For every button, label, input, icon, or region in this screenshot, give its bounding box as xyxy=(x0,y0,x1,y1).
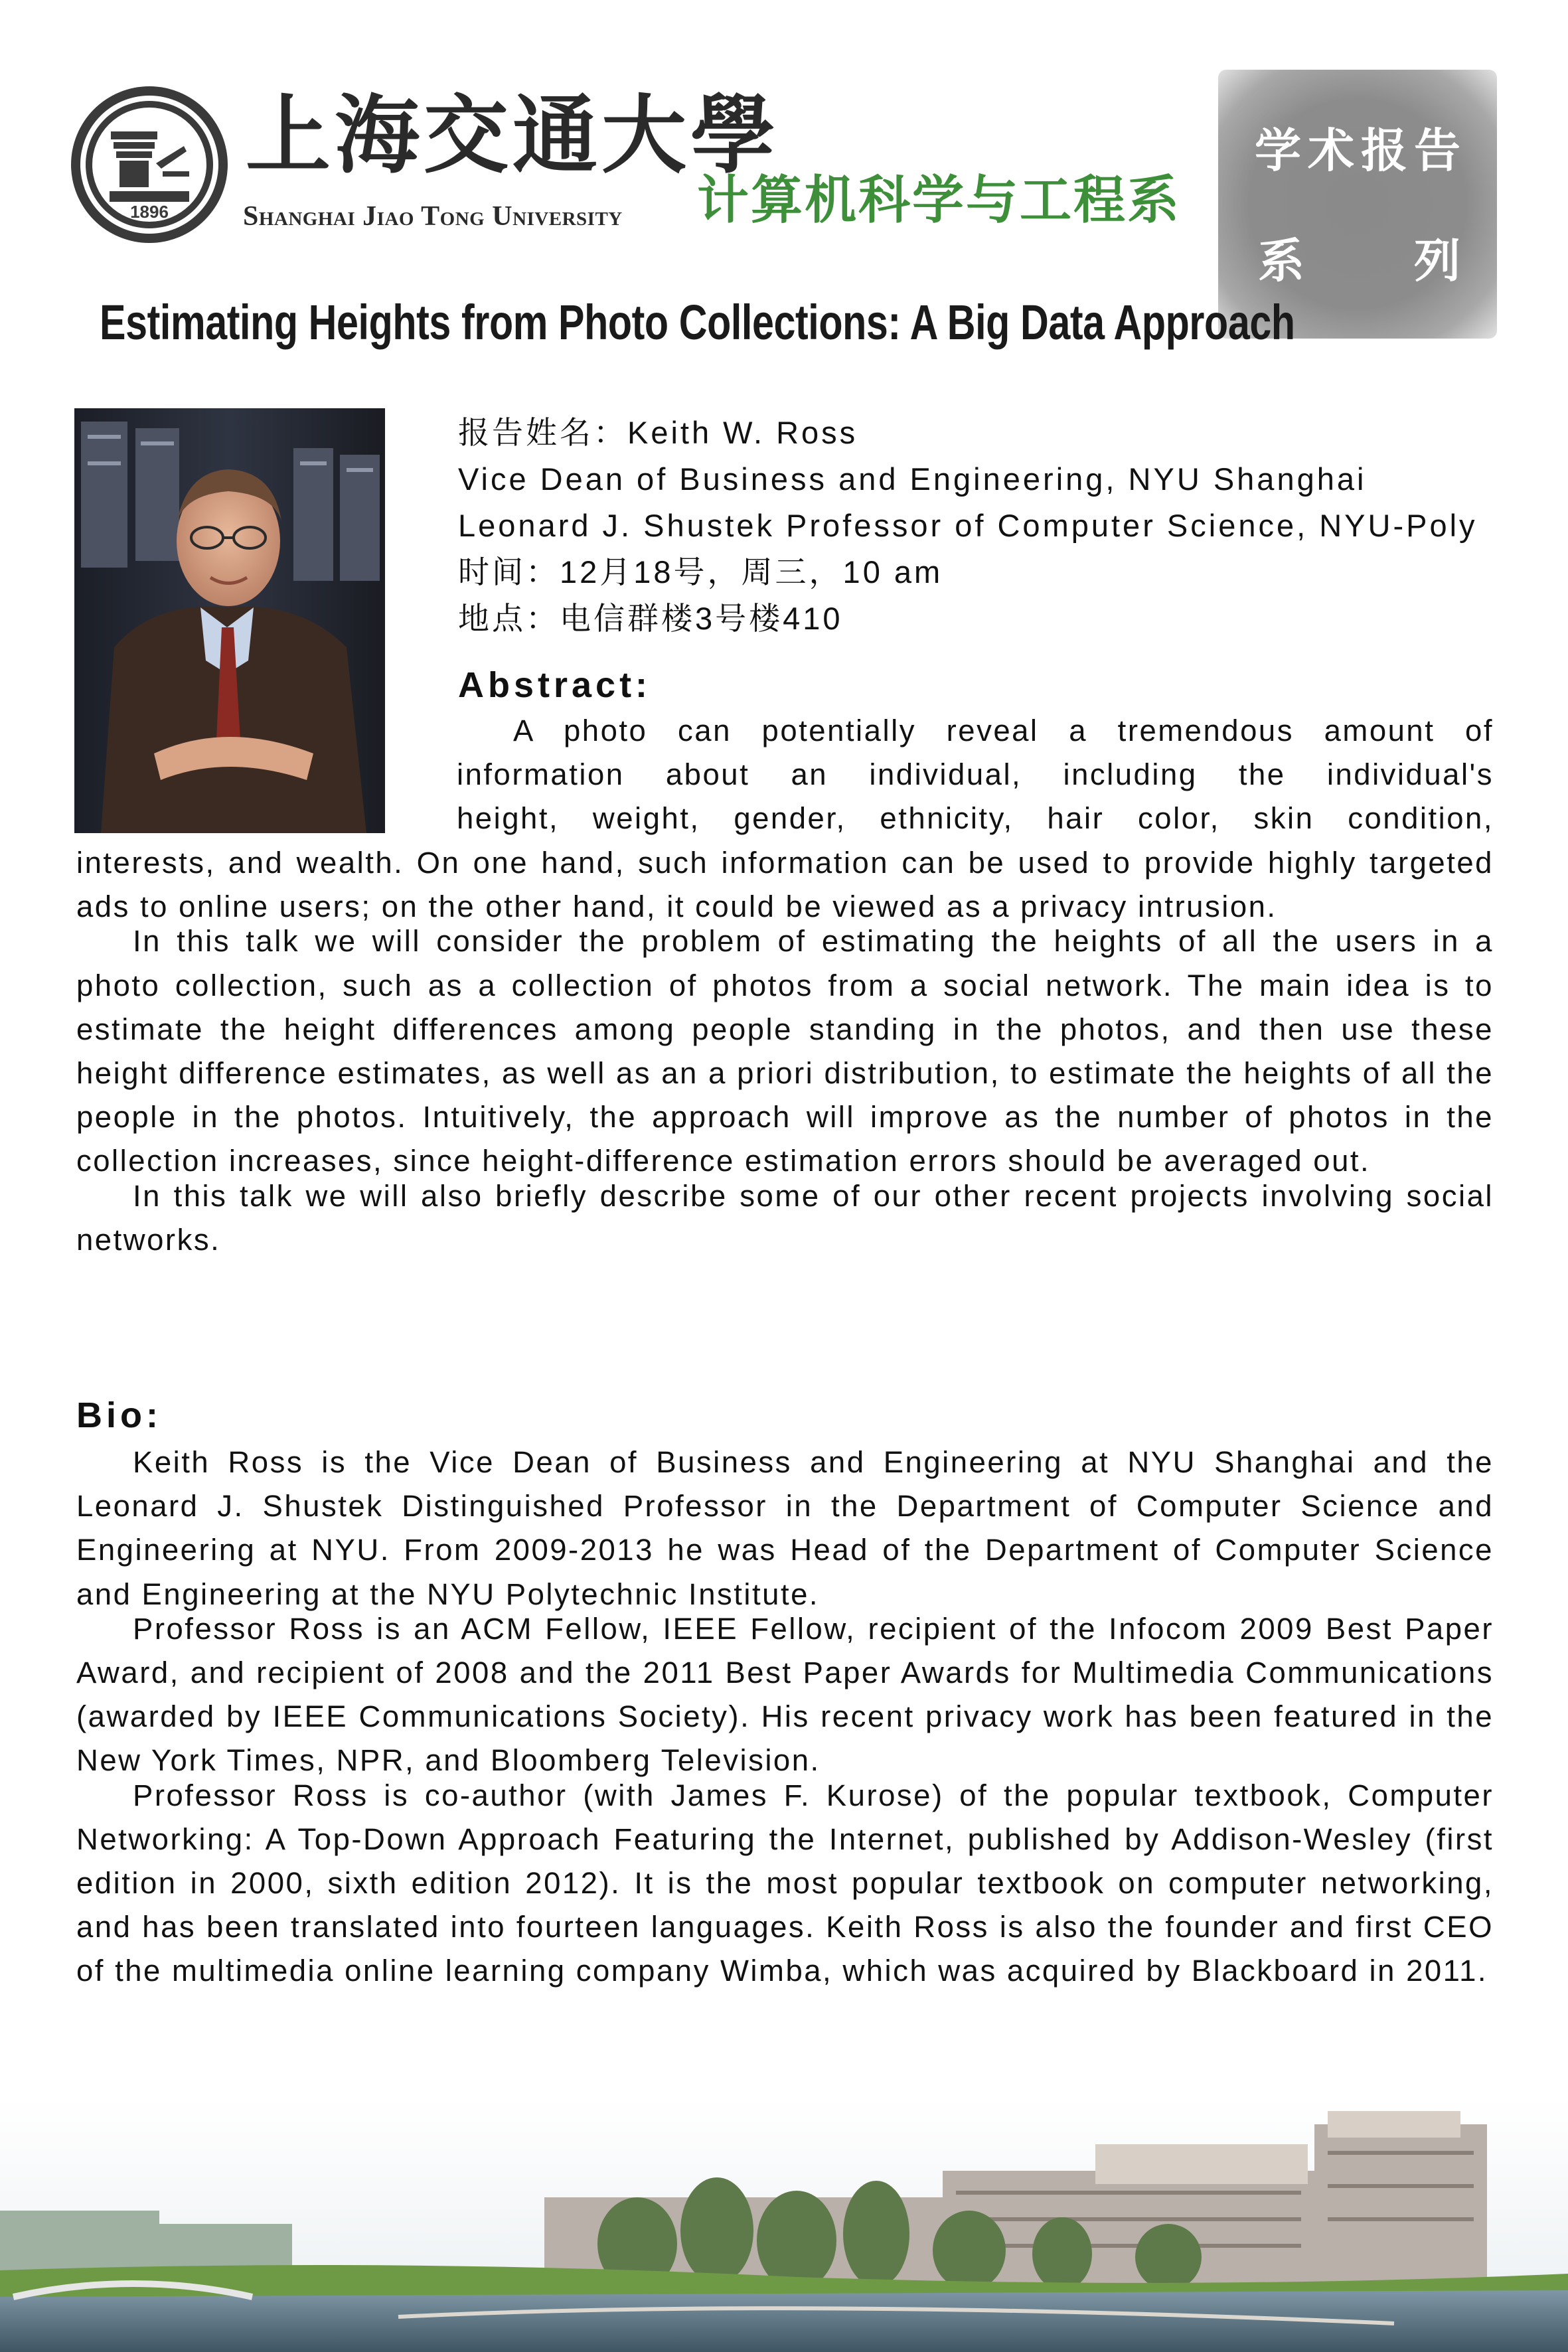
university-name-english: Shanghai Jiao Tong University xyxy=(243,201,623,232)
bio-paragraph-2: Professor Ross is an ACM Fellow, IEEE Fellow, recipient of the Infocom 2009 Best Paper Award, and recipient of 2008 and the 2011 Best Paper Awards for Multimedia Communications (awarded by IEEE Communications Society). His recent privacy work has been featured in the New York Times, NPR, and Bloomberg Television. xyxy=(76,1611,1494,1778)
abstract-heading: Abstract: xyxy=(458,665,652,705)
abstract-paragraph-1-start xyxy=(457,709,1494,841)
abstract-paragraph-1-rest: interests, and wealth. On one hand, such information can be used to provide highly targeted ads to online users; on the other hand, it could be viewed as a privacy intrusion. xyxy=(76,846,1494,924)
lecture-series-label: 学术报告 xyxy=(1255,125,1467,177)
series-char-2: 列 xyxy=(1414,235,1460,287)
abstract-paragraph-2: In this talk we will consider the problem of estimating the heights of all the users in a photo collection, such as a collection of photos from a social network. The main idea is to estimate the height differences among people standing in the photos, and then use these height difference estimates, as well as an a priori distribution, to estimate the heights of all the people in the photos. Intuitively, the approach will improve as the number of photos in the collection increases, since height-difference estimation errors should be averaged out. xyxy=(76,924,1494,1178)
bio-paragraph-3: Professor Ross is co-author (with James F. Kurose) of the popular textbook, Computer Networking: A Top-Down Approach Featuring the Internet, published by Addison-Wesley (first edition in 2000, sixth edition 2012). It is the most popular textbook on computer networking, and has been translated into fourteen languages. Keith Ross is also the founder and first CEO of the multimedia online learning company Wimba, which was acquired by Blackboard in 2011. xyxy=(76,1778,1494,1988)
abstract-paragraph-3: In this talk we will also briefly describe some of our other recent projects involving social networks. xyxy=(76,1178,1494,1257)
talk-time: 时间：12月18号，周三，10 am xyxy=(458,554,943,589)
speaker-name: 报告姓名：Keith W. Ross xyxy=(458,415,858,450)
speaker-photo xyxy=(74,408,385,833)
campus-scene-image xyxy=(0,2098,1568,2352)
bio-paragraph-1: Keith Ross is the Vice Dean of Business and Engineering at NYU Shanghai and the Leonard J. Shustek Distinguished Professor in the Department of Computer Science and Engineering at NYU. From 2009-2013 he was Head of the Department of Computer Science and Engineering at the NYU Polytechnic Institute. xyxy=(76,1445,1494,1611)
emblem-year: 1896 xyxy=(130,202,169,222)
abstract-line-3: height, weight, gender, ethnicity, hair color, skin condition, xyxy=(457,801,1494,836)
university-name-chinese: 上海交通大學 xyxy=(246,86,780,185)
speaker-affiliation-2: Leonard J. Shustek Professor of Computer Science, NYU-Poly xyxy=(458,508,1478,543)
abstract-line-1: A photo can potentially reveal a tremendous amount of xyxy=(513,714,1494,747)
series-char-1: 系 xyxy=(1258,235,1304,287)
talk-title: Estimating Heights from Photo Collections: A Big Data Approach xyxy=(100,295,1295,350)
speaker-affiliation-1: Vice Dean of Business and Engineering, NYU Shanghai xyxy=(458,461,1367,497)
abstract-body xyxy=(76,841,1494,1262)
bio-heading: Bio: xyxy=(76,1395,162,1435)
bio-body xyxy=(76,1441,1494,1994)
talk-location: 地点：电信群楼3号楼410 xyxy=(458,601,843,636)
abstract-line-2: information about an individual, including the individual's xyxy=(457,757,1494,792)
university-emblem-icon xyxy=(70,85,229,244)
department-name: 计算机科学与工程系 xyxy=(697,171,1182,229)
